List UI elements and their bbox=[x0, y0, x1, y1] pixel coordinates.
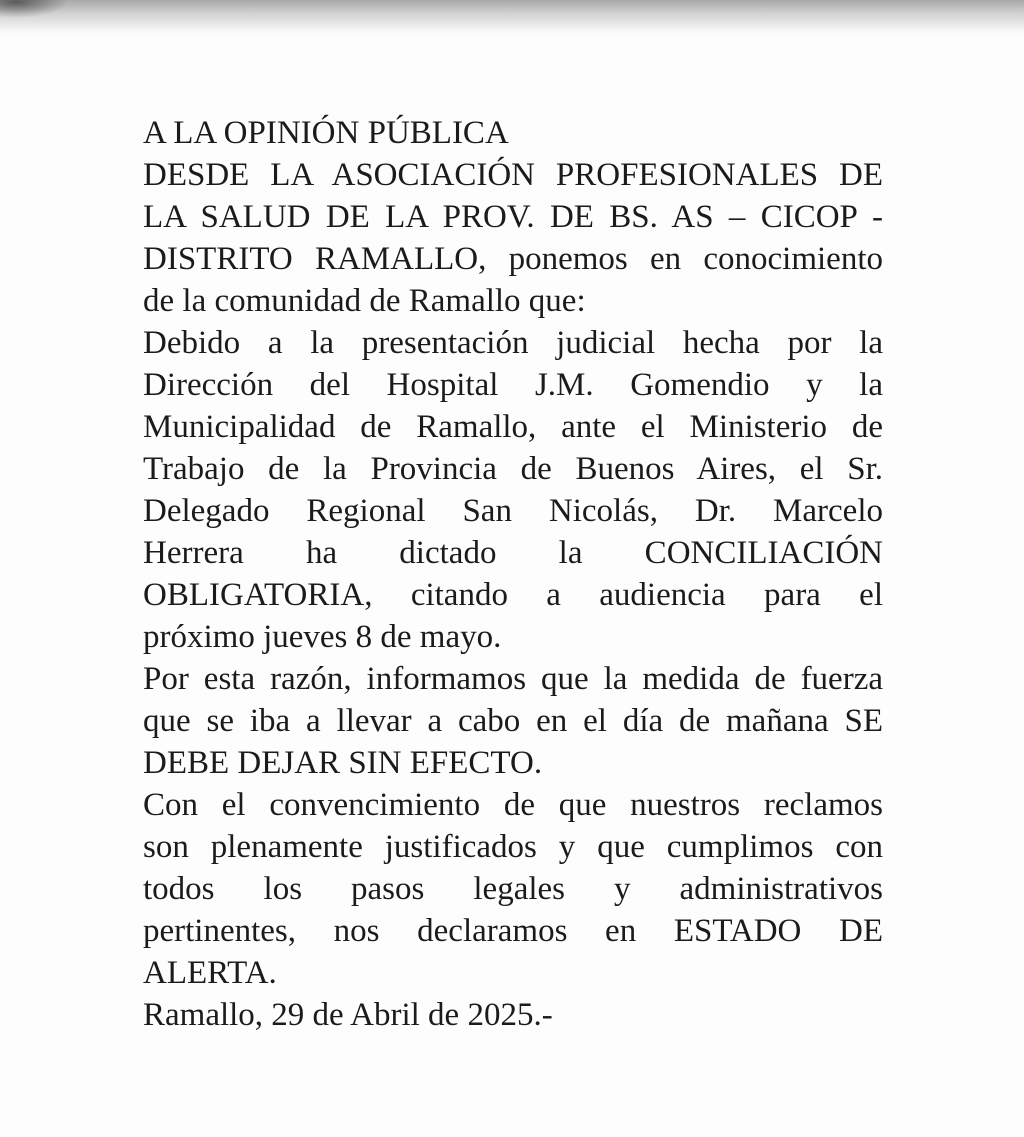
text-line: pertinentes, nos declaramos en ESTADO DE bbox=[143, 913, 883, 949]
paragraph-heading bbox=[143, 112, 883, 154]
text-line: Municipalidad de Ramallo, ante el Ministerio de bbox=[143, 409, 883, 445]
text-line: Delegado Regional San Nicolás, Dr. Marcelo bbox=[143, 493, 883, 529]
text-line: Dirección del Hospital J.M. Gomendio y la bbox=[143, 367, 883, 403]
text-line: son plenamente justificados y que cumplimos con bbox=[143, 829, 883, 865]
text-line: de la comunidad de Ramallo que: bbox=[143, 283, 586, 319]
text-line: A LA OPINIÓN PÚBLICA bbox=[143, 115, 509, 151]
document-text bbox=[143, 112, 883, 1036]
paragraph-date-line bbox=[143, 994, 883, 1036]
text-line: OBLIGATORIA, citando a audiencia para el bbox=[143, 577, 883, 613]
text-line: LA SALUD DE LA PROV. DE BS. AS – CICOP - bbox=[143, 199, 883, 235]
scan-corner-smudge bbox=[0, 0, 100, 30]
paragraph-intro bbox=[143, 154, 883, 322]
text-line: DISTRITO RAMALLO, ponemos en conocimiento bbox=[143, 241, 883, 277]
text-line: Trabajo de la Provincia de Buenos Aires, el Sr. bbox=[143, 451, 883, 487]
paragraph-estado-de-alerta bbox=[143, 784, 883, 994]
text-line: Debido a la presentación judicial hecha por la bbox=[143, 325, 883, 361]
paragraph-conciliacion-obligatoria bbox=[143, 322, 883, 658]
scan-top-shadow bbox=[0, 0, 1024, 34]
text-line: Herrera ha dictado la CONCILIACIÓN bbox=[143, 535, 883, 571]
text-line: DEBE DEJAR SIN EFECTO. bbox=[143, 745, 543, 781]
text-line: ALERTA. bbox=[143, 955, 277, 991]
paragraph-medida-de-fuerza bbox=[143, 658, 883, 784]
text-line: Con el convencimiento de que nuestros reclamos bbox=[143, 787, 883, 823]
text-line: que se iba a llevar a cabo en el día de mañana SE bbox=[143, 703, 883, 739]
text-line: Por esta razón, informamos que la medida de fuerza bbox=[143, 661, 883, 697]
text-line: Ramallo, 29 de Abril de 2025.- bbox=[143, 997, 553, 1033]
announcement-document bbox=[143, 112, 883, 1036]
text-line: próximo jueves 8 de mayo. bbox=[143, 619, 502, 655]
text-line: DESDE LA ASOCIACIÓN PROFESIONALES DE bbox=[143, 157, 883, 193]
text-line: todos los pasos legales y administrativos bbox=[143, 871, 883, 907]
